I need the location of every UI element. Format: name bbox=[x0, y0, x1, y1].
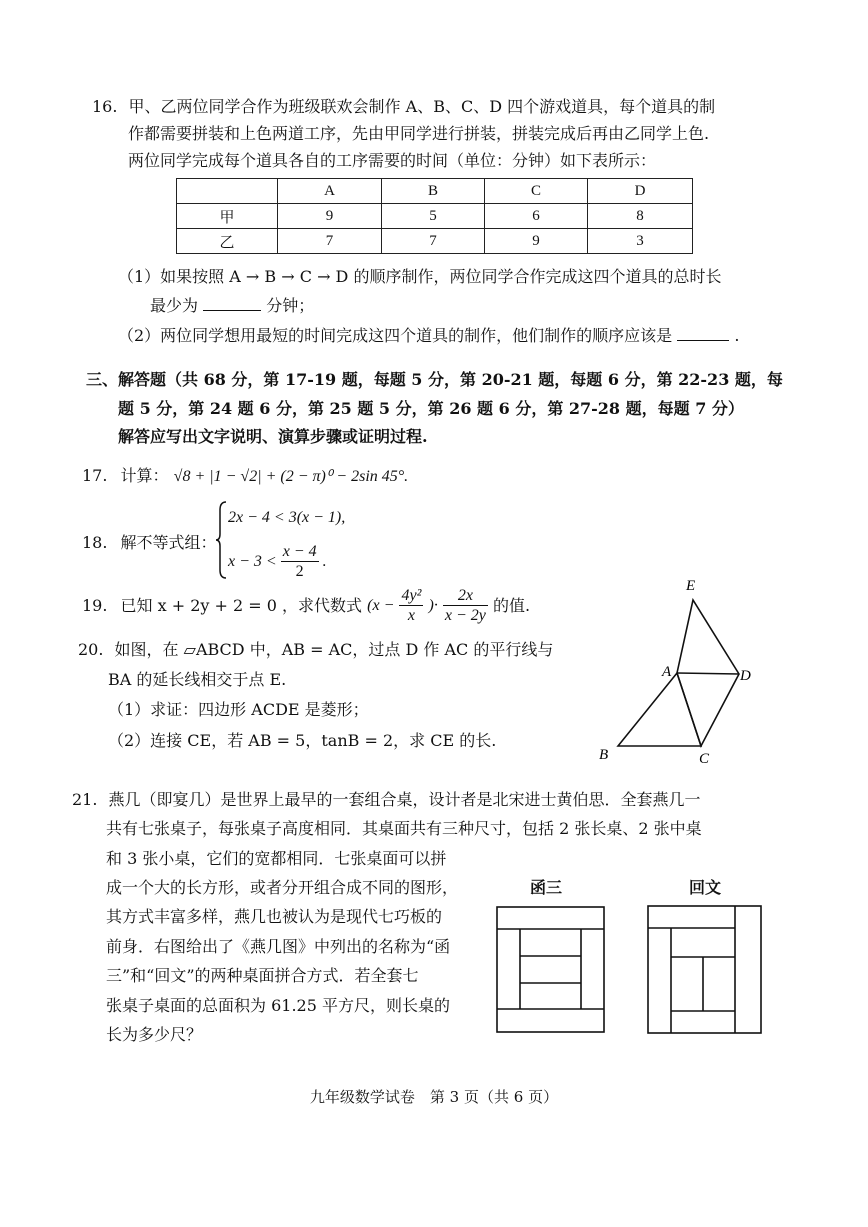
table-header-row bbox=[177, 179, 693, 204]
segment-ad bbox=[677, 673, 739, 674]
section3-line1: 三、解答题（共 68 分，第 17-19 题，每题 5 分，第 20-21 题，每题 6 分，第 22-23 题，每 bbox=[86, 370, 783, 389]
label-a: A bbox=[662, 664, 672, 680]
q18-label: 解不等式组： bbox=[120, 533, 217, 552]
q17-label: 计算： bbox=[120, 466, 169, 485]
q20-line1 bbox=[78, 636, 553, 663]
q21-line8: 张桌子桌面的总面积为 61.25 平方尺，则长桌的 bbox=[106, 996, 450, 1015]
table-cell: D bbox=[588, 179, 693, 204]
label-c: C bbox=[699, 751, 710, 765]
table-cell: 3 bbox=[588, 229, 693, 254]
q20-number: 20. bbox=[78, 640, 104, 659]
q18-ineq2-left: x − 3 < bbox=[228, 553, 277, 570]
table-cell: 7 bbox=[382, 229, 485, 254]
q18-inequality-2 bbox=[228, 542, 327, 581]
q19 bbox=[82, 586, 530, 625]
q16-text-line1: 甲、乙两位同学合作为班级联欢会制作 A、B、C、D 四个游戏道具，每个道具的制 bbox=[128, 97, 716, 116]
table-cell bbox=[177, 179, 278, 204]
fig-huiwen-title: 回文 bbox=[689, 878, 722, 897]
table-cell: 8 bbox=[588, 204, 693, 229]
table-cell: C bbox=[485, 179, 588, 204]
q19-number: 19. bbox=[82, 596, 108, 615]
q18-number: 18. bbox=[82, 533, 108, 552]
q16-line2: 作都需要拼装和上色两道工序，先由甲同学进行拼装，拼装完成后再由乙同学上色. bbox=[128, 124, 710, 143]
label-d: D bbox=[740, 668, 751, 684]
q19-suffix: 的值. bbox=[493, 596, 531, 615]
q21-line3: 和 3 张小桌，它们的宽都相同．七张桌面可以拼 bbox=[106, 849, 447, 868]
table-cell: 9 bbox=[485, 229, 588, 254]
q19-fraction-2 bbox=[443, 586, 488, 625]
q21-line7: 三”和“回文”的两种桌面拼合方式．若全套七 bbox=[106, 966, 419, 985]
fraction-denominator: x − 2y bbox=[444, 607, 486, 624]
q20-sub1: （1）求证：四边形 ACDE 是菱形； bbox=[108, 700, 369, 719]
label-b: B bbox=[599, 747, 609, 763]
q16-sub1-suffix: 分钟； bbox=[266, 296, 315, 315]
q16-number: 16. bbox=[92, 97, 118, 116]
table-cell: 甲 bbox=[177, 204, 278, 229]
fraction-numerator: 2x bbox=[443, 586, 488, 606]
fig-hansan-title: 函三 bbox=[530, 878, 563, 897]
table-row bbox=[177, 229, 693, 254]
q21-number: 21. bbox=[72, 790, 98, 809]
fraction-denominator: x bbox=[407, 607, 415, 624]
table-cell: A bbox=[278, 179, 382, 204]
q19-fraction-1 bbox=[399, 586, 423, 625]
q21-line4: 成一个大的长方形，或者分开组合成不同的图形， bbox=[106, 878, 459, 897]
q21-line1 bbox=[72, 786, 701, 813]
fig-hansan-tiling bbox=[496, 906, 606, 1034]
page-footer: 九年级数学试卷 第 3 页（共 6 页） bbox=[309, 1088, 559, 1106]
fraction-numerator: 4y² bbox=[401, 587, 422, 604]
table-cell: B bbox=[382, 179, 485, 204]
q18-ineq2-end: . bbox=[322, 553, 327, 570]
q20-sub2: （2）连接 CE，若 AB = 5，tanB = 2，求 CE 的长. bbox=[108, 731, 497, 750]
q19-label: 已知 x + 2y + 2 = 0 ，求代数式 bbox=[120, 596, 363, 615]
q16-sub1-line2 bbox=[150, 292, 314, 319]
table-cell: 6 bbox=[485, 204, 588, 229]
q19-expr-close: )· bbox=[428, 597, 438, 614]
fig-huiwen-tiling bbox=[647, 905, 763, 1035]
q18 bbox=[82, 529, 217, 556]
q19-expr-open: (x − bbox=[367, 597, 395, 614]
fraction-denominator: 2 bbox=[295, 563, 304, 580]
fraction-numerator: x − 4 bbox=[282, 543, 317, 560]
q18-inequality-1: 2x − 4 < 3(x − 1), bbox=[228, 509, 346, 526]
q21-line9: 长为多少尺？ bbox=[106, 1025, 203, 1044]
q17-number: 17. bbox=[82, 466, 108, 485]
q16-sub1-prefix: 最少为 bbox=[150, 296, 199, 315]
q16-sub2 bbox=[118, 322, 739, 349]
q21-line5: 其方式丰富多样，燕几也被认为是现代七巧板的 bbox=[106, 907, 443, 926]
table-cell: 5 bbox=[382, 204, 485, 229]
table-cell: 9 bbox=[278, 204, 382, 229]
table-cell: 7 bbox=[278, 229, 382, 254]
q16-sub2-text: （2）两位同学想用最短的时间完成这四个道具的制作，他们制作的顺序应该是 bbox=[118, 326, 673, 345]
q16-sub2-end: . bbox=[734, 326, 740, 345]
q16-sub1-line1: （1）如果按照 A → B → C → D 的顺序制作，两位同学合作完成这四个道具的总时长 bbox=[118, 267, 722, 286]
table-cell: 乙 bbox=[177, 229, 278, 254]
label-e: E bbox=[686, 578, 696, 594]
q16-line1 bbox=[92, 93, 715, 120]
q20-geometry-figure bbox=[596, 575, 766, 765]
table-row bbox=[177, 204, 693, 229]
section3-line3: 解答应写出文字说明、演算步骤或证明过程. bbox=[118, 427, 428, 446]
q21-text-line1: 燕几（即宴几）是世界上最早的一套组合桌，设计者是北宋进士黄伯思．全套燕几一 bbox=[108, 790, 701, 809]
q20-text-line1: 如图，在 ▱ABCD 中，AB = AC，过点 D 作 AC 的平行线与 bbox=[114, 640, 554, 659]
q16-line3: 两位同学完成每个道具各自的工序需要的时间（单位：分钟）如下表所示： bbox=[128, 151, 657, 170]
q17-expression: √8 + |1 − √2| + (2 − π)⁰ − 2sin 45°. bbox=[173, 468, 409, 485]
q16-time-table bbox=[176, 178, 693, 254]
answer-blank[interactable] bbox=[203, 293, 261, 311]
section3-line2: 题 5 分，第 24 题 6 分，第 25 题 5 分，第 26 题 6 分，第 27-28 题，每题 7 分） bbox=[118, 399, 744, 418]
answer-blank[interactable] bbox=[677, 323, 729, 341]
q17 bbox=[82, 462, 408, 490]
q20-line2: BA 的延长线相交于点 E. bbox=[108, 670, 287, 689]
q21-line6: 前身．右图给出了《燕几图》中列出的名称为“函 bbox=[106, 937, 451, 956]
brace-icon bbox=[216, 500, 228, 580]
q21-line2: 共有七张桌子，每张桌子高度相同．其桌面共有三种尺寸，包括 2 张长桌、2 张中桌 bbox=[106, 819, 702, 838]
q18-fraction bbox=[281, 542, 319, 581]
